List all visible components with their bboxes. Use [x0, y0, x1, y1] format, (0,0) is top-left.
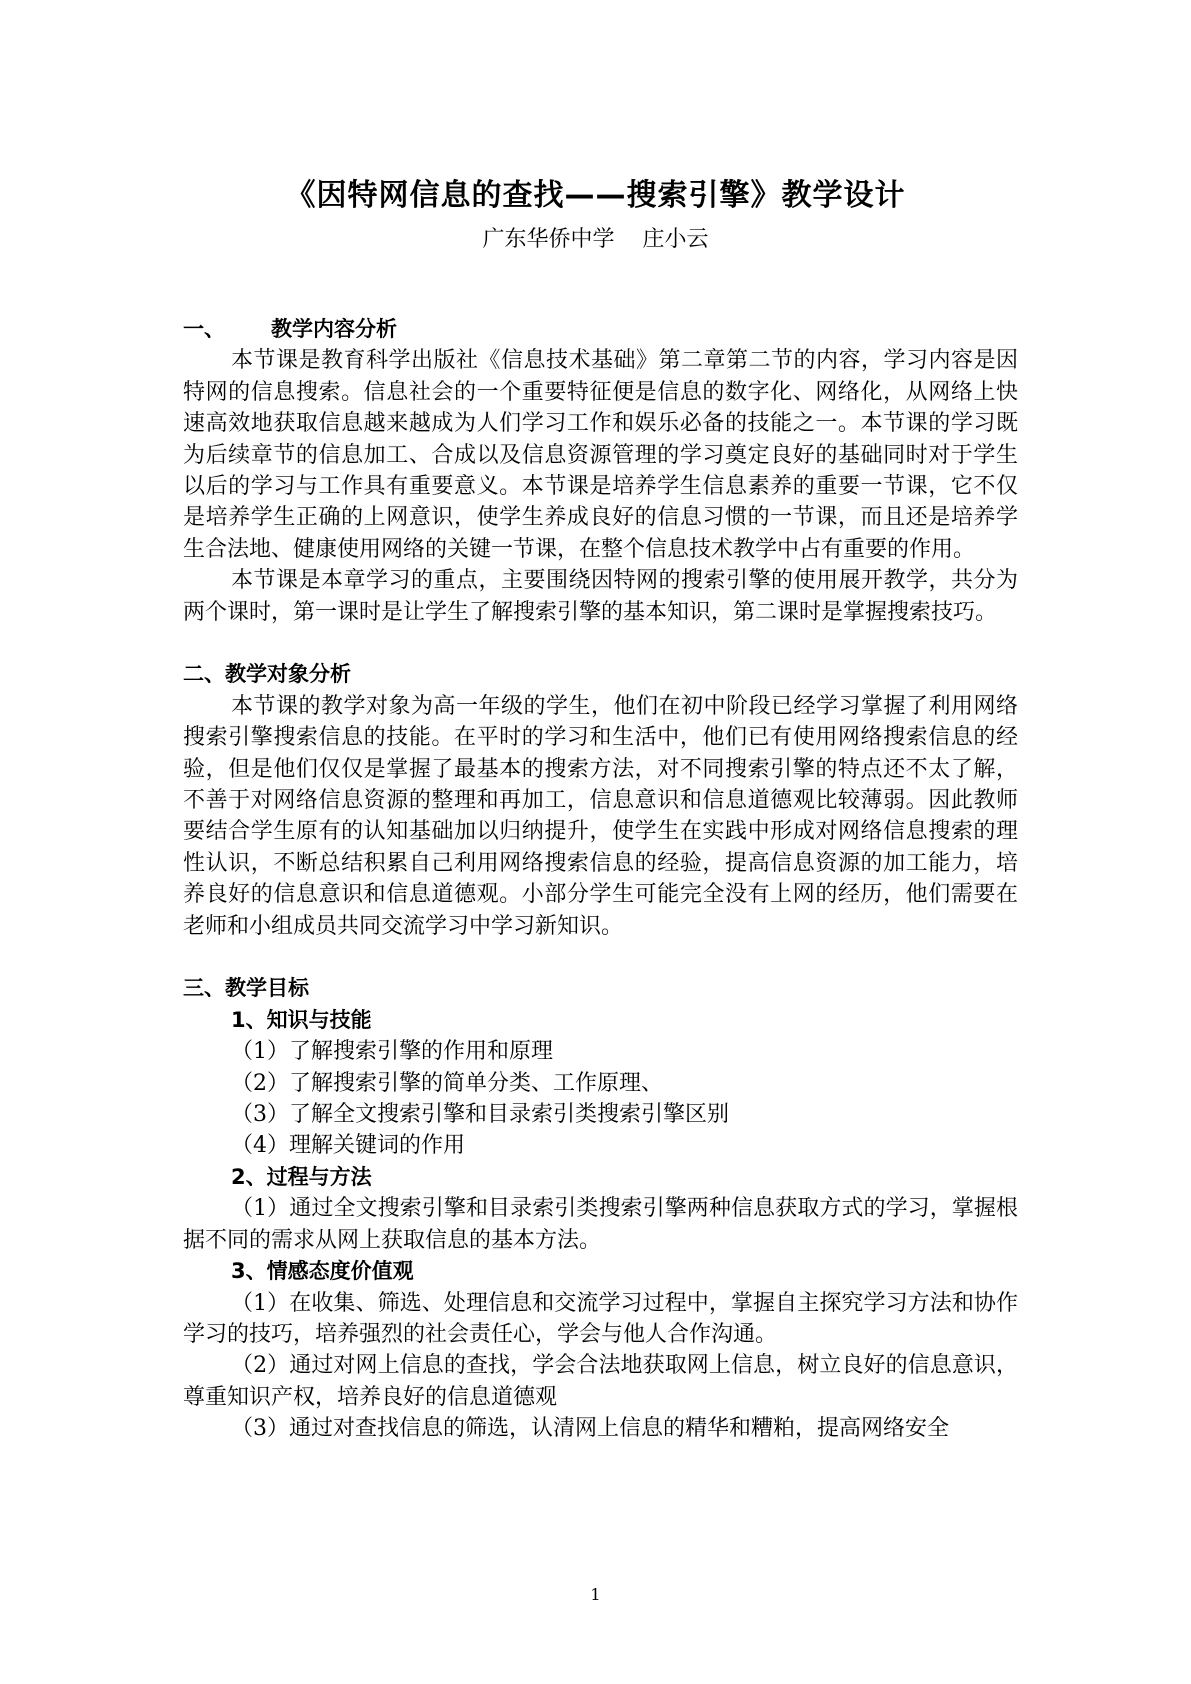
- list-item: （2）通过对网上信息的查找，学会合法地获取网上信息，树立良好的信息意识，尊重知识产权，培养良好的信息道德观: [183, 1353, 1018, 1410]
- document-body: [183, 314, 1018, 1445]
- section-title: 教学内容分析: [271, 317, 397, 341]
- section-heading-content-analysis: [183, 314, 1018, 345]
- list-item: （3）通过对查找信息的筛选，认清网上信息的精华和糟粕，提高网络安全: [231, 1416, 949, 1442]
- subsection-heading-attitudes-values: 3、情感态度价值观: [231, 1259, 414, 1284]
- page-number: 1: [590, 1585, 601, 1604]
- author-name: 庄小云: [642, 227, 709, 252]
- section-number: 二、: [183, 662, 225, 687]
- section-number: 三、: [183, 976, 225, 1001]
- paragraph: 本节课的教学对象为高一年级的学生，他们在初中阶段已经学习掌握了利用网络搜索引擎搜索信息的技能。在平时的学习和生活中，他们已有使用网络搜索信息的经验，但是他们仅仅是掌握了最基本的搜索方法，对不同搜索引擎的特点还不太了解，不善于对网络信息资源的整理和再加工，信息意识和信息道德观比较薄弱。因此教师要结合学生原有的认知基础加以归纳提升，使学生在实践中形成对网络信息搜索的理性认识，不断总结积累自己利用网络搜索信息的经验，提高信息资源的加工能力，培养良好的信息意识和信息道德观。小部分学生可能完全没有上网的经历，他们需要在老师和小组成员共同交流学习中学习新知识。: [183, 693, 1018, 939]
- list-item: （1）在收集、筛选、处理信息和交流学习过程中，掌握自主探究学习方法和协作学习的技巧，培养强烈的社会责任心，学会与他人合作沟通。: [183, 1290, 1018, 1347]
- author-line: [0, 222, 1191, 253]
- subsection-heading-knowledge-skills: 1、知识与技能: [231, 1007, 372, 1032]
- section-heading-objectives: [183, 973, 1018, 1004]
- list-item: （2）了解搜索引擎的简单分类、工作原理、: [231, 1070, 663, 1096]
- list-item: （1）通过全文搜索引擎和目录索引类搜索引擎两种信息获取方式的学习，掌握根据不同的需求从网上获取信息的基本方法。: [183, 1196, 1018, 1253]
- author-school: 广东华侨中学: [482, 227, 615, 252]
- paragraph: 本节课是本章学习的重点，主要围绕因特网的搜索引擎的使用展开教学，共分为两个课时，第一课时是让学生了解搜索引擎的基本知识，第二课时是掌握搜索技巧。: [183, 568, 1018, 625]
- section-heading-audience-analysis: [183, 659, 1018, 690]
- subsection-heading-process-methods: 2、过程与方法: [231, 1164, 372, 1189]
- section-title: 教学对象分析: [225, 662, 351, 687]
- list-item: （1）了解搜索引擎的作用和原理: [231, 1039, 553, 1065]
- list-item: （4）理解关键词的作用: [231, 1133, 465, 1159]
- paragraph: 本节课是教育科学出版社《信息技术基础》第二章第二节的内容，学习内容是因特网的信息搜索。信息社会的一个重要特征便是信息的数字化、网络化，从网络上快速高效地获取信息越来越成为人们学习工作和娱乐必备的技能之一。本节课的学习既为后续章节的信息加工、合成以及信息资源管理的学习奠定良好的基础同时对于学生以后的学习与工作具有重要意义。本节课是培养学生信息素养的重要一节课，它不仅是培养学生正确的上网意识，使学生养成良好的信息习惯的一节课，而且还是培养学生合法地、健康使用网络的关键一节课，在整个信息技术教学中占有重要的作用。: [183, 348, 1018, 562]
- list-item: （3）了解全文搜索引擎和目录索引类搜索引擎区别: [231, 1102, 729, 1128]
- document-title: 《因特网信息的查找——搜索引擎》教学设计: [285, 178, 906, 213]
- section-number: 一、: [183, 317, 225, 341]
- section-title: 教学目标: [225, 976, 309, 1001]
